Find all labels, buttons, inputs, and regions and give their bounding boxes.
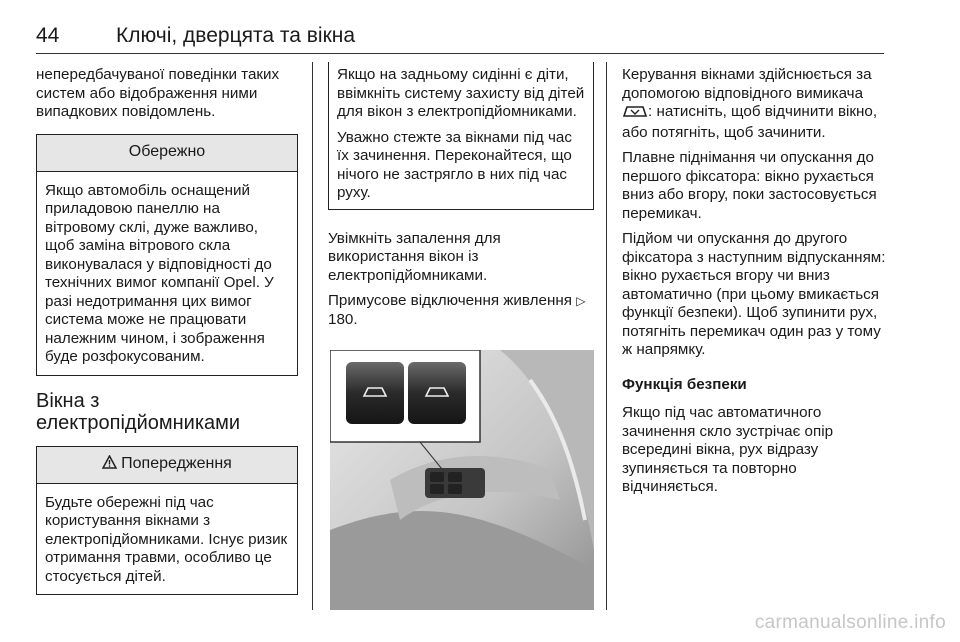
page-reference-link[interactable]: 180.	[328, 310, 358, 328]
column-right	[622, 66, 886, 504]
reference-arrow-icon: ▷	[576, 294, 586, 308]
warning-box	[36, 446, 298, 596]
second-detent-text: Підйом чи опускання до другого фіксатора з наступним відпусканням: вікно рухається вгору чи вниз автоматично (при цьому вмикається функції безпеки). Щоб зупинити рух, потягніть перемикач один раз у тому ж напрямку.	[622, 230, 886, 358]
column-left	[36, 66, 298, 595]
ignition-text: Увімкніть запалення для використання вікон із електропідйомниками.	[328, 229, 501, 284]
caution-box	[36, 134, 298, 376]
safety-function-title: Функція безпеки	[622, 375, 747, 393]
warning-text: Будьте обережні під час користування вікнами з електропідйомниками. Існує ризик отримання травми, особливо це стосується дітей.	[45, 493, 288, 585]
header-rule	[36, 53, 884, 54]
caution-text: Якщо автомобіль оснащений приладовою панеллю на вітровому склі, дуже важливо, щоб заміна вітрового скла виконувалася у відповідності до технічних вимог компанії Opel. У разі недотримання цих вимог система може не працювати належним чином, і зображення буде розфокусованим.	[45, 181, 274, 365]
window-switch-photo	[330, 350, 594, 610]
page-number: 44	[36, 24, 60, 47]
section-title: Вікна з електропідйомниками	[36, 389, 241, 434]
note-text-2: Уважно стежте за вікнами під час їх зачинення. Переконайтеся, що нічого не застрягло в них під час руху.	[337, 128, 572, 201]
column-divider	[606, 62, 607, 610]
caution-heading: Обережно	[37, 135, 297, 172]
column-middle	[328, 62, 594, 336]
note-box	[328, 62, 594, 210]
warning-triangle-icon	[102, 455, 117, 475]
window-switch-icon	[622, 104, 648, 124]
warning-heading: Попередження	[37, 447, 297, 484]
note-text-1: Якщо на задньому сидінні є діти, ввімкніть систему захисту від дітей для вікон з електропідйомниками.	[337, 66, 585, 120]
safety-function-text: Якщо під час автоматичного зачинення скло зустрічає опір всередині вікна, рух відразу зупиняється та повторно відчиняється.	[622, 404, 834, 495]
intro-text: непередбачуваної поведінки таких систем або відображення ними випадкових повідомлень.	[36, 66, 280, 120]
column-divider	[312, 62, 313, 610]
power-off-text: Примусове відключення живлення ▷ 180.	[328, 292, 586, 328]
page-header	[36, 14, 884, 54]
page-title: Ключі, дверцята та вікна	[116, 24, 356, 47]
watermark: carmanualsonline.info	[754, 612, 946, 633]
first-detent-text: Плавне піднімання чи опускання до першого фіксатора: вікно рухається вниз або вгору, поки застосовується перемикач.	[622, 149, 877, 222]
switch-operation-text: Керування вікнами здійснюється за допомогою відповідного вимикача : натисніть, щоб відчинити вікно, або потягніть, щоб зачинити.	[622, 66, 878, 141]
